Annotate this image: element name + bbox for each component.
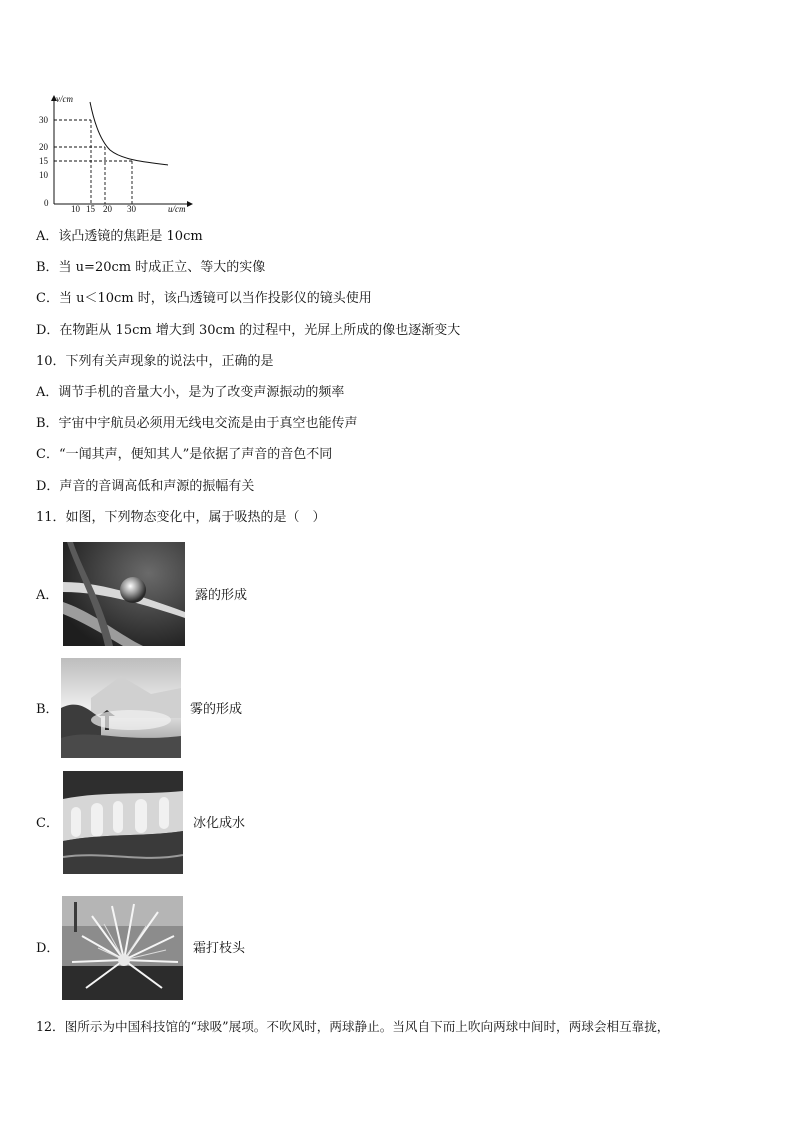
- y-tick-15: 15: [39, 156, 48, 166]
- q11-option-b-caption: 雾的形成: [190, 702, 243, 717]
- origin-label: 0: [44, 198, 49, 208]
- ice-melting-photo: [63, 771, 183, 874]
- y-axis-label: v/cm: [56, 94, 73, 104]
- q10-option-d: D．声音的音调高低和声源的振幅有关: [36, 479, 255, 494]
- q10-stem: 10．下列有关声现象的说法中，正确的是: [36, 354, 274, 369]
- q9-option-b: B．当 u=20cm 时成正立、等大的实像: [36, 260, 266, 275]
- q9-option-a: A．该凸透镜的焦距是 10cm: [36, 229, 203, 244]
- q9-option-d: D．在物距从 15cm 增大到 30cm 的过程中，光屏上所成的像也逐渐变大: [36, 323, 461, 338]
- q10-option-b: B．宇宙中宇航员必须用无线电交流是由于真空也能传声: [36, 416, 358, 431]
- frost-photo: [62, 896, 183, 1000]
- y-tick-10: 10: [39, 170, 48, 180]
- q11-option-d-letter: D．: [36, 941, 60, 956]
- q10-option-c: C．“一闻其声，便知其人”是依据了声音的音色不同: [36, 447, 333, 462]
- image-distance-graph: [30, 92, 200, 214]
- fog-photo: [61, 658, 181, 758]
- guide-lines: [54, 120, 132, 204]
- x-tick-15: 15: [86, 204, 95, 214]
- dew-photo: [63, 542, 185, 646]
- q11-option-b-letter: B．: [36, 702, 59, 717]
- q11-option-d-caption: 霜打枝头: [193, 941, 246, 956]
- q11-stem: 11．如图，下列物态变化中，属于吸热的是（ ）: [36, 510, 326, 525]
- x-axis-label: u/cm: [168, 204, 186, 214]
- x-tick-10: 10: [71, 204, 80, 214]
- y-tick-30: 30: [39, 115, 48, 125]
- x-tick-20: 20: [103, 204, 112, 214]
- v-u-curve: [90, 102, 168, 165]
- q9-option-c: C．当 u＜10cm 时，该凸透镜可以当作投影仪的镜头使用: [36, 291, 372, 306]
- q11-option-a-caption: 露的形成: [195, 588, 248, 603]
- q11-option-c-caption: 冰化成水: [193, 816, 246, 831]
- q12-stem: 12．图所示为中国科技馆的“球吸”展项。不吹风时，两球静止。当风自下而上吹向两球中间时，两球会相互靠拢，: [36, 1019, 670, 1034]
- q11-option-c-letter: C．: [36, 816, 59, 831]
- x-tick-30: 30: [127, 204, 136, 214]
- y-tick-20: 20: [39, 142, 48, 152]
- q10-option-a: A．调节手机的音量大小，是为了改变声源振动的频率: [36, 385, 345, 400]
- q11-option-a-letter: A．: [36, 588, 59, 603]
